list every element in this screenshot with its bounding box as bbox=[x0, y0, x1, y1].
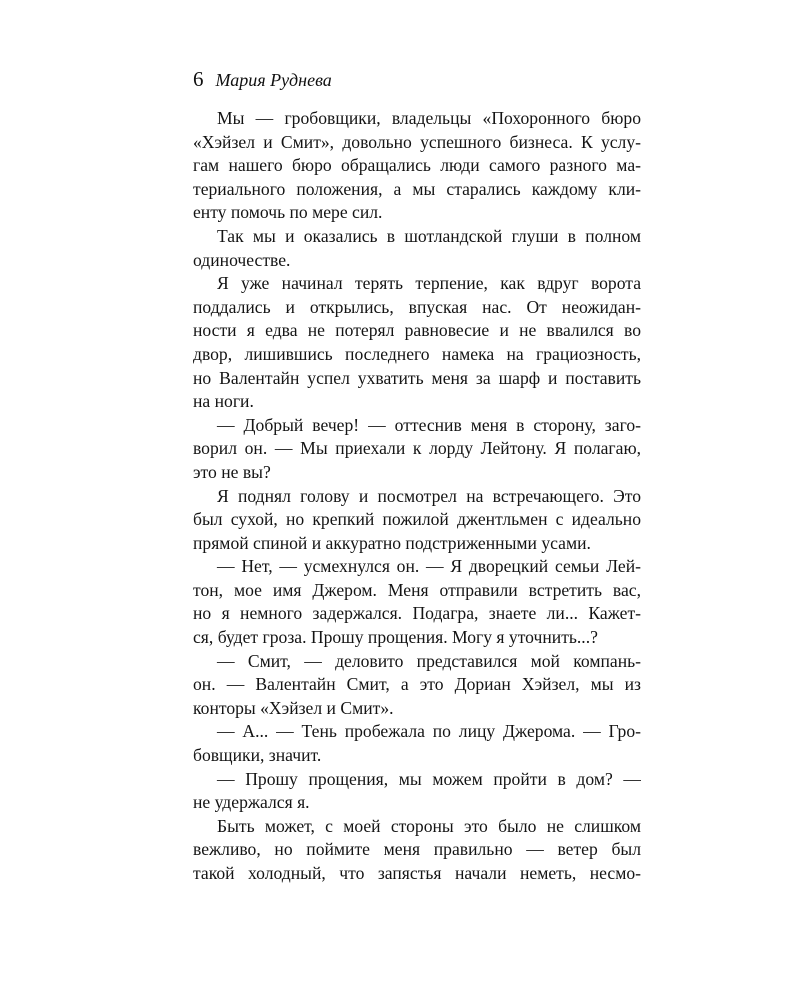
text-line: но Валентайн успел ухватить меня за шарф и поставить bbox=[193, 367, 641, 388]
text-line: Так мы и оказались в шотландской глуши в полном bbox=[217, 225, 641, 246]
text-line: енту помочь по мере сил. bbox=[193, 202, 383, 223]
text-line: одиночестве. bbox=[193, 249, 291, 270]
text-line: прямой спиной и аккуратно подстриженными усами. bbox=[193, 532, 591, 553]
page-number: 6 bbox=[193, 67, 204, 91]
author-name: Мария Руднева bbox=[215, 70, 332, 90]
text-line: бовщики, значит. bbox=[193, 745, 322, 766]
text-line: — Нет, — усмехнулся он. — Я дворецкий семьи Лей- bbox=[217, 556, 641, 577]
text-line: «Хэйзел и Смит», довольно успешного бизнеса. К услу- bbox=[193, 131, 641, 152]
text-line: он. — Валентайн Смит, а это Дориан Хэйзел, мы из bbox=[193, 674, 641, 695]
text-line: Я уже начинал терять терпение, как вдруг ворота bbox=[217, 273, 641, 294]
text-line: териального положения, а мы старались каждому кли- bbox=[193, 178, 641, 199]
text-line: гам нашего бюро обращались люди самого разного ма- bbox=[193, 155, 641, 176]
text-line: двор, лишившись последнего намека на грациозность, bbox=[193, 343, 641, 364]
text-line: не удержался я. bbox=[193, 792, 310, 813]
text-line: тон, мое имя Джером. Меня отправили встретить вас, bbox=[193, 579, 641, 600]
body-text bbox=[193, 107, 641, 886]
text-line: Я поднял голову и посмотрел на встречающего. Это bbox=[217, 485, 641, 506]
text-line: ворил он. — Мы приехали к лорду Лейтону. Я полагаю, bbox=[193, 438, 641, 459]
text-line: ся, будет гроза. Прошу прощения. Могу я уточнить...? bbox=[193, 627, 598, 648]
text-line: был сухой, но крепкий пожилой джентльмен с идеально bbox=[193, 509, 641, 530]
text-line: Мы — гробовщики, владельцы «Похоронного бюро bbox=[217, 108, 641, 128]
text-line: конторы «Хэйзел и Смит». bbox=[193, 697, 394, 718]
text-line: вежливо, но поймите меня правильно — ветер был bbox=[193, 839, 641, 860]
text-line: ности я едва не потерял равновесие и не ввалился во bbox=[193, 320, 641, 341]
text-line: это не вы? bbox=[193, 461, 271, 482]
running-head bbox=[193, 64, 332, 94]
text-line: на ноги. bbox=[193, 391, 254, 412]
text-line: — Добрый вечер! — оттеснив меня в сторону, заго- bbox=[217, 414, 641, 435]
text-line: но я немного задержался. Подагра, знаете ли... Кажет- bbox=[193, 603, 641, 624]
text-line: такой холодный, что запястья начали неметь, несмо- bbox=[193, 863, 641, 883]
text-line: поддались и открылись, впуская нас. От неожидан- bbox=[193, 296, 641, 317]
text-line: — А... — Тень пробежала по лицу Джерома. — Гро- bbox=[217, 721, 641, 742]
text-line: Быть может, с моей стороны это было не слишком bbox=[217, 815, 641, 836]
text-line: — Смит, — деловито представился мой компань- bbox=[217, 650, 641, 671]
text-line: — Прошу прощения, мы можем пройти в дом? — bbox=[217, 768, 641, 789]
